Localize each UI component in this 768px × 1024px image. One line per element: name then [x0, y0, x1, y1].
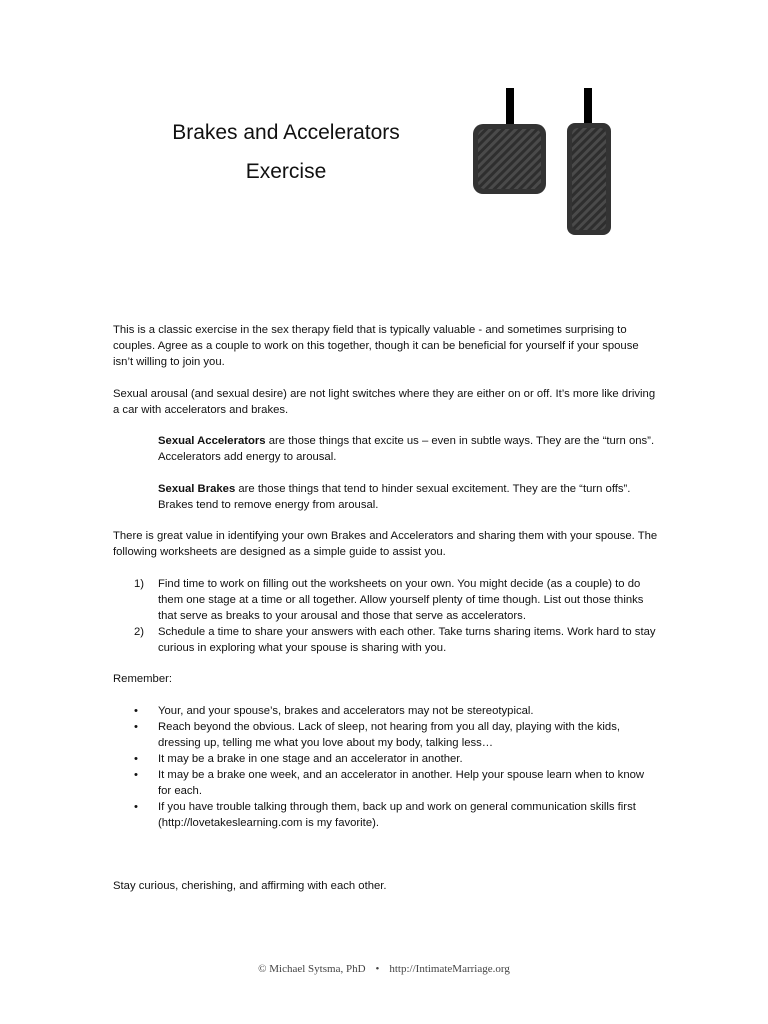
brake-pedal-icon — [473, 88, 546, 194]
bullet-icon: • — [134, 752, 138, 765]
footer-website: http://IntimateMarriage.org — [389, 963, 510, 975]
accelerators-term: Sexual Accelerators — [158, 435, 266, 447]
step-text: Schedule a time to share your answers with each other. Take turns sharing items. Work hard to stay curious in exploring what your spouse is sharing with you. — [158, 625, 656, 654]
step-item — [113, 624, 658, 656]
remember-text: If you have trouble talking through them, back up and work on general communication skills first (http://lovetakeslearning.com is my favorite). — [158, 800, 636, 829]
step-number: 2) — [134, 625, 145, 638]
remember-item — [113, 719, 658, 751]
remember-text: Your, and your spouse’s, brakes and accelerators may not be stereotypical. — [158, 704, 534, 717]
page-footer — [0, 963, 768, 975]
accelerator-pedal-icon — [567, 88, 611, 235]
step-item — [113, 576, 658, 624]
remember-item — [113, 703, 658, 719]
document-body — [113, 322, 658, 894]
bullet-icon: • — [134, 768, 138, 781]
closing-line: Stay curious, cherishing, and affirming with each other. — [113, 879, 387, 892]
value-paragraph: There is great value in identifying your own Brakes and Accelerators and sharing them with your spouse. The following worksheets are designed as a simple guide to assist you. — [113, 530, 658, 558]
remember-list — [113, 703, 658, 831]
brakes-text: are those things that tend to hinder sexual excitement. They are the “turn offs”. Brakes tend to remove energy from arousal. — [158, 482, 631, 511]
footer-author: © Michael Sytsma, PhD — [258, 963, 366, 975]
remember-item — [113, 767, 658, 799]
step-number: 1) — [134, 577, 145, 590]
remember-text: It may be a brake one week, and an accelerator in another. Help your spouse learn when to know for each. — [158, 768, 645, 797]
steps-list — [113, 576, 658, 656]
accelerators-text: are those things that excite us – even in subtle ways. They are the “turn ons”. Accelerators add energy to arousal. — [158, 435, 655, 463]
remember-text: It may be a brake in one stage and an accelerator in another. — [158, 752, 463, 765]
remember-heading: Remember: — [113, 673, 173, 685]
bullet-icon: • — [134, 800, 138, 813]
remember-item — [113, 799, 658, 831]
title-line-1: Brakes and Accelerators — [172, 121, 400, 144]
brakes-definition — [158, 481, 658, 513]
brakes-term: Sexual Brakes — [158, 482, 236, 495]
title-line-2: Exercise — [245, 160, 327, 183]
accelerators-definition — [158, 433, 658, 465]
remember-item — [113, 751, 658, 767]
bullet-icon: • — [134, 720, 138, 733]
bullet-icon: • — [134, 704, 138, 717]
step-text: Find time to work on filling out the worksheets on your own. You might decide (as a couple) to do them one stage at a time or all together. Allow yourself plenty of time though. List out those thinks that serve as breaks to your arousal and those that serve as accelerators. — [158, 577, 644, 622]
car-pedals-icon — [468, 86, 618, 238]
remember-text: Reach beyond the obvious. Lack of sleep, not hearing from you all day, playing with the kids, dressing up, telling me what you love about my body, talking less… — [158, 720, 620, 749]
footer-separator: • — [375, 963, 380, 975]
arousal-paragraph: Sexual arousal (and sexual desire) are not light switches where they are either on or off. It’s more like driving a car with accelerators and brakes. — [113, 387, 656, 416]
document-title — [140, 113, 432, 191]
intro-paragraph: This is a classic exercise in the sex therapy field that is typically valuable - and sometimes surprising to couples. Agree as a couple to work on this together, though it can be beneficial for yourself if your spouse isn’t willing to join you. — [113, 324, 639, 368]
